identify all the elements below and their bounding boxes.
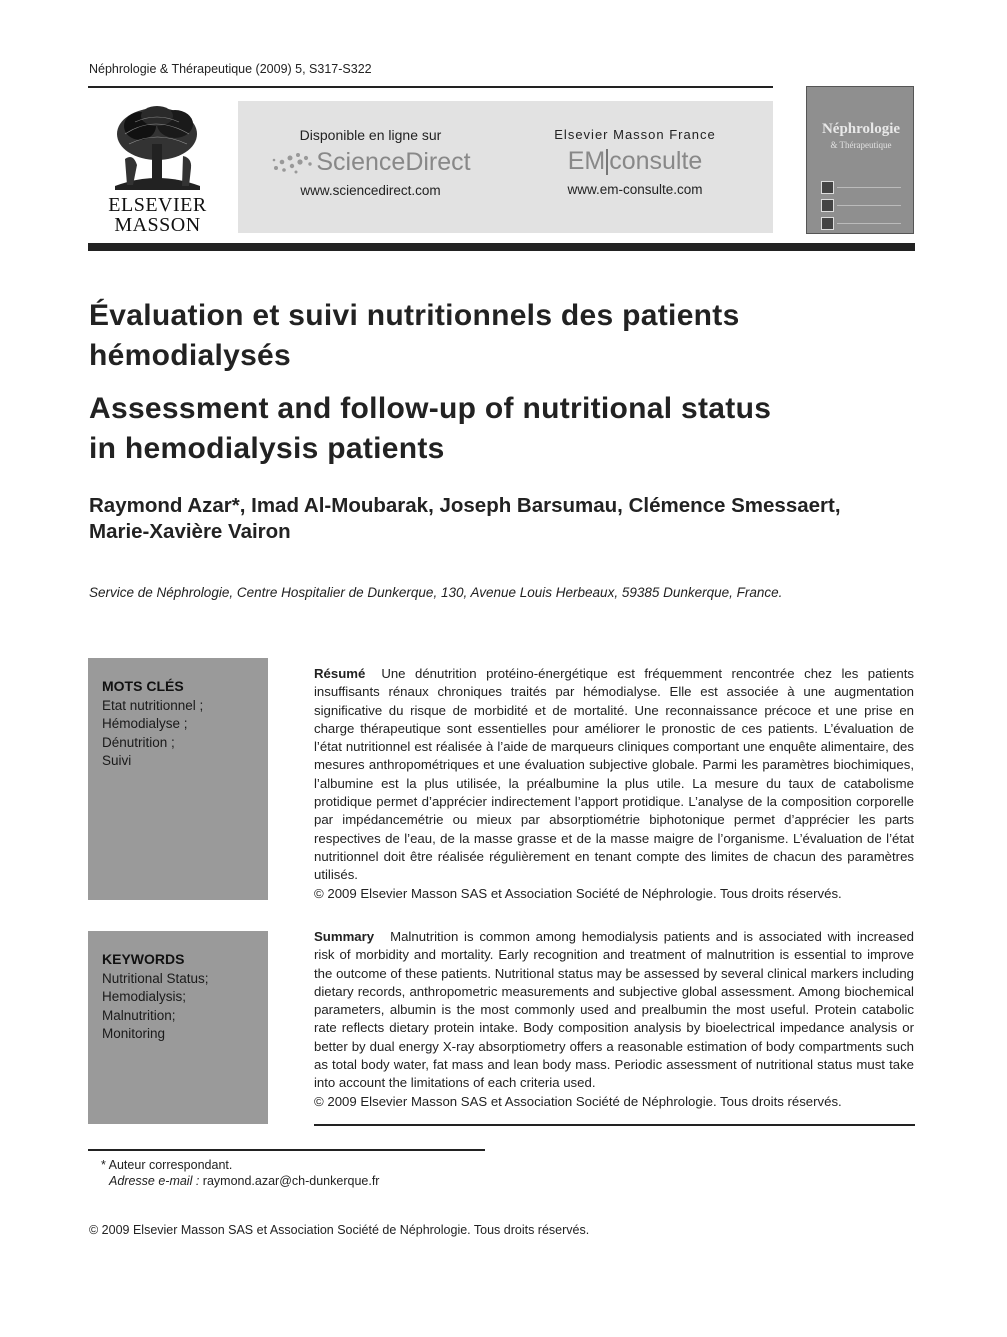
summary-body: Malnutrition is common among hemodialysis patients and is associated with increased risk of morbidity and mortality. Early recognition and treatment of malnutrition is essential to improve the outcome of these patients. Nutritional status may be assessed by several clinical markers including dietary records, anthropometric measurements and subjective global assessment. Among biochemical parameters, albumin is the most commonly used and prealbumin the most useful. Protein catabolic rate reflects dietary protein intake. Body composition analysis by bioelectrical impedance analysis or better by dual energy X-ray absorptiometry offers a reasonable estimation of body compartments such as total body water, fat mass and lean body mass. Periodic assessment of nutritional status must take into account the limitations of each criteria used. (314, 929, 914, 1091)
authors-line2: Marie-Xavière Vairon (89, 520, 291, 543)
emconsulte-wordmark-right: consulte (609, 147, 703, 175)
elsevier-masson-france-text: Elsevier Masson France (554, 127, 716, 142)
keyword-item: Nutritional Status; (102, 971, 209, 986)
header-rule (88, 86, 773, 88)
cover-emblem-icon (821, 181, 834, 194)
cover-emblem-icon (821, 217, 834, 230)
header-band (88, 243, 915, 251)
cover-text-line (837, 187, 901, 188)
resume-abstract (314, 665, 914, 903)
emconsulte-block (521, 127, 749, 197)
emconsulte-wordmark-left: EM (567, 147, 606, 175)
tree-logo-icon (105, 104, 210, 192)
keyword-item: Hémodialyse ; (102, 716, 188, 732)
available-online-text: Disponible en ligne sur (299, 127, 442, 143)
resume-body: Une dénutrition protéino-énergétique est fréquemment rencontrée chez les patients insuffisants rénaux chroniques traités par hémodialyse. Elle est associée à une augmentation significative du risque de morbidité et de mortalité. Une reconnaissance précoce et une prise en charge thérapeutique sont essentielles pour améliorer le pronostic de ces patients. L’évaluation de l’état nutritionnel est réalisée à l’aide de marqueurs cliniques comportant une enquête alimentaire, des mesures anthropométriques et une évaluation subjective globale. Parmi les paramètres biochimiques, l’albumine est la plus utilisée, la préalbumine la plus utile. La mesure du taux de catabolisme protidique permet d’apprécier indirectement l’apport protidique. L’analyse de la composition corporelle par impédancemétrie ou mieux par absorptiométrie biphotonique permet d’apprécier les parts respectives de l’eau, de la masse grasse et de la masse maigre de l’organisme. L’évaluation de l’état nutritionnel doit être réalisée régulièrement en tenant compte des limites de chacun des paramètres utilisés. (314, 666, 914, 883)
logo-wordmark-line1: ELSEVIER (108, 194, 207, 216)
title-english-line2: in hemodialysis patients (89, 432, 445, 465)
summary-label: Summary (314, 929, 375, 944)
title-french-line2: hémodialysés (89, 339, 292, 372)
cover-text-line (837, 205, 901, 206)
keyword-item: Monitoring (102, 1025, 166, 1041)
sciencedirect-url[interactable]: www.sciencedirect.com (300, 183, 441, 198)
emconsulte-logo[interactable] (521, 146, 749, 176)
title-english-line1: Assessment and follow-up of nutritional status (89, 392, 772, 425)
keywords-english-heading: KEYWORDS (102, 951, 185, 967)
cover-emblem-icon (821, 199, 834, 212)
page-copyright: © 2009 Elsevier Masson SAS et Association Société de Néphrologie. Tous droits réservés. (89, 1223, 590, 1237)
affiliation: Service de Néphrologie, Centre Hospitalier de Dunkerque, 130, Avenue Louis Herbeaux, 59385 Dunkerque, France. (89, 585, 783, 600)
resume-copyright: © 2009 Elsevier Masson SAS et Association Société de Néphrologie. Tous droits réservés. (314, 885, 842, 901)
keyword-item: Dénutrition ; (102, 734, 175, 750)
email-label: Adresse e-mail : (109, 1174, 200, 1188)
keyword-item: Hemodialysis; (102, 989, 187, 1005)
cover-title: Néphrologie (821, 121, 901, 137)
cover-text-line (837, 223, 901, 224)
journal-reference: Néphrologie & Thérapeutique (2009) 5, S317-S322 (89, 62, 372, 76)
journal-cover-thumbnail (806, 86, 914, 234)
cover-subtitle: & Thérapeutique (830, 140, 892, 150)
email-note (109, 1174, 379, 1188)
sciencedirect-wordmark: ScienceDirect (316, 148, 471, 176)
summary-abstract (314, 928, 914, 1111)
summary-copyright: © 2009 Elsevier Masson SAS et Association Société de Néphrologie. Tous droits réservés. (314, 1093, 842, 1109)
resume-label: Résumé (314, 666, 366, 681)
keyword-item: Malnutrition; (102, 1007, 176, 1023)
publisher-logo (100, 104, 215, 236)
keywords-french-box (88, 658, 268, 900)
sciencedirect-block (258, 127, 483, 198)
footnote-rule (88, 1149, 485, 1151)
emconsulte-divider (606, 149, 608, 175)
sciencedirect-logo[interactable] (258, 147, 483, 177)
corresponding-author-note: * Auteur correspondant. (101, 1158, 233, 1172)
logo-wordmark-line2: MASSON (114, 214, 201, 236)
sciencedirect-dots-icon (270, 150, 316, 176)
email-address[interactable]: raymond.azar@ch-dunkerque.fr (202, 1174, 380, 1188)
keyword-item: Suivi (102, 752, 132, 768)
title-french-line1: Évaluation et suivi nutritionnels des patients (89, 299, 740, 332)
keywords-french-heading: MOTS CLÉS (102, 678, 184, 694)
keywords-english-box (88, 931, 268, 1124)
keyword-item: Etat nutritionnel ; (102, 698, 204, 713)
abstract-rule (314, 1124, 915, 1126)
availability-banner (238, 101, 773, 233)
emconsulte-url[interactable]: www.em-consulte.com (567, 182, 703, 197)
authors-line1: Raymond Azar*, Imad Al-Moubarak, Joseph Barsumau, Clémence Smessaert, (89, 494, 841, 517)
